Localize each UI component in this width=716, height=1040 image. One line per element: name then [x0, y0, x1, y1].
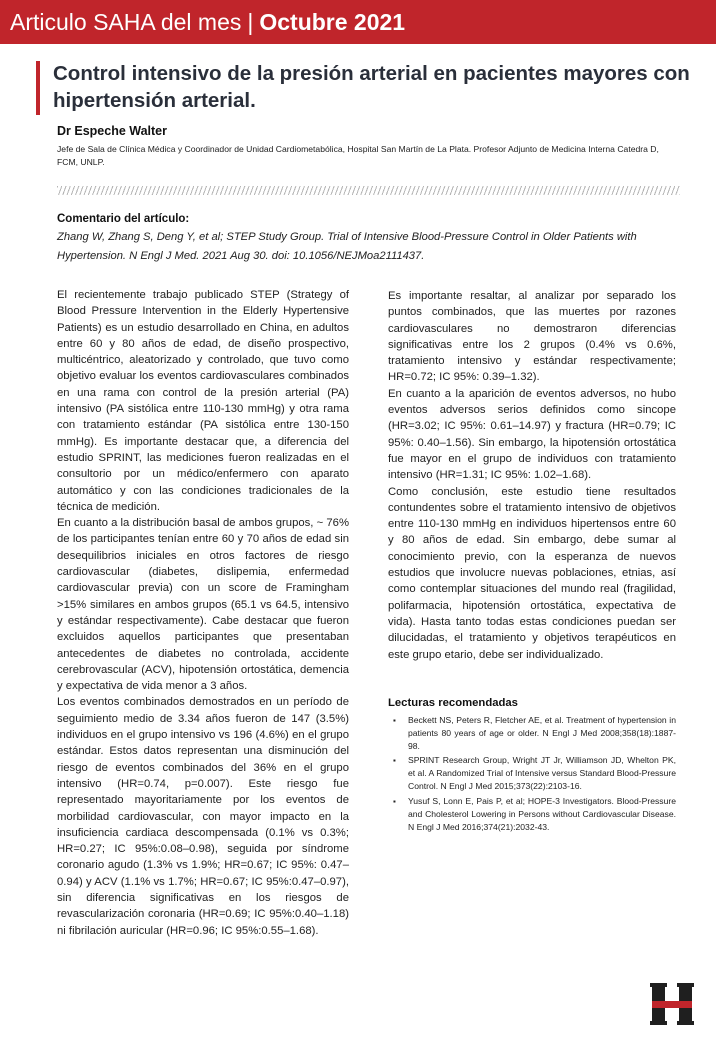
reference-item [393, 795, 676, 834]
body-paragraph: Los eventos combinados demostrados en un período de seguimiento medio de 3.34 años fueron de 147 (3.5%) individuos en el grupo intensivo vs 196 (4.6%) en el grupo estándar. Estos datos representan una disminución del riesgo de eventos combinados del 36% en el grupo intensivo (HR=0.74, p=0.007). Este riesgo fue representado mayoritariamente por los eventos de morbilidad cardiovascular, con mayor impacto en la insuficiencia cardiaca descompensada (0.1% vs 0.3%; HR=0.27; IC 95%:0.08–0.98), seguida por síndrome coronario agudo (1.3% vs 1.9%; HR=0.67; IC 95%: 0.47–0.94) y ACV (1.1% vs 1.7%; HR=0.67; IC 95%:0.47–0.97), sin diferencia significativas en los riesgos de revascularización coronaria (HR=0.69; IC 95%:0.40–1.18) ni fibrilación auricular (HR=0.96; IC 95%:0.55–1.68). [57, 696, 349, 937]
article-citation: Zhang W, Zhang S, Deng Y, et al; STEP Study Group. Trial of Intensive Blood-Pressure Control in Older Patients with Hypertension. N Engl J Med. 2021 Aug 30. doi: 10.1056/NEJMoa2111437. [57, 231, 637, 262]
header-issue: Octubre 2021 [259, 8, 406, 35]
header-separator: | [247, 8, 254, 35]
square-bullet-icon: ▪ [393, 756, 396, 766]
body-column-right [388, 288, 676, 663]
references-list [393, 714, 676, 835]
square-bullet-icon: ▪ [393, 716, 396, 725]
title-accent-bar [36, 61, 40, 115]
reference-text: Beckett NS, Peters R, Fletcher AE, et al. Treatment of hypertension in patients 80 years of age or older. N Engl J Med 2008;358(18):1887-98. [408, 715, 676, 752]
body-paragraph: En cuanto a la distribución basal de ambos grupos, ~ 76% de los participantes tenían entre 60 y 70 años de edad sin desequilibrios iniciales en otros factores de riesgo cardiovascular (diabetes, dislipemia, enfermedad cardiovascular previa) con un score de Framingham >15% similares en ambos grupos (65.1 vs 64.5, intensivo y estándar respectivamente). Cabe destacar que fueron excluidos aquellos participantes que presentaban antecedentes de diabetes no controlada, accidente cerebrovascular (ACV), hipotensión ortostática, demencia y expectativa de vida menor a 3 años. [57, 517, 349, 693]
author-affiliation: Jefe de Sala de Clínica Médica y Coordinador de Unidad Cardiometabólica, Hospital San Martín de La Plata. Profesor Adjunto de Medicina Interna Catedra D, FCM, UNLP. [57, 144, 659, 167]
body-paragraph: Como conclusión, este estudio tiene resultados contundentes sobre el tratamiento intensivo de objetivos entre 110-130 mmHg en individuos hipertensos entre 60 y 80 años de edad. Sin embargo, debe sumar al conocimiento previo, con la esperanza de nuevos estudios que involucre nuevas poblaciones, etnias, así como contemplar situaciones del mundo real (fragilidad, polifarmacia, hipotensión ortostática, expectativa de vida). Hasta tanto todas estas condiciones puedan ser dilucidadas, el tratamiento y objetivos terapéuticos en este grupo etario, debe ser individualizado. [388, 485, 676, 661]
header-banner [0, 0, 716, 44]
references-title: Lecturas recomendadas [388, 697, 518, 709]
body-paragraph: Es importante resaltar, al analizar por separado los puntos combinados, que las muertes por razones cardiovasculares no demostraron diferencias significativas entre los 2 grupos (0.4% vs 0.6%, tratamiento intensivo y estándar respectivamente; HR=0.72; IC 95%: 0.39–1.32). [388, 290, 676, 384]
body-paragraph: El recientemente trabajo publicado STEP (Strategy of Blood Pressure Intervention in the Elderly Hypertensive Patients) es un estudio desarrollado en China, en adultos entre 60 y 80 años de edad, de diseño prospectivo, multicéntrico, aleatorizado y controlado, que tuvo como objetivo evaluar los eventos cardiovasculares combinados en una rama con control de la presión arterial (PA) intensivo (PA sistólica entre 110-130 mmHg) y otra rama con tratamiento estándar (PA sistólica entre 130-150 mmHg). Es importante destacar que, a diferencia del estudio SPRINT, las mediciones fueron realizadas en el consultorio por un médico/enfermero con aparato automático y con las condiciones tradicionales de la técnica de medición. [57, 289, 349, 513]
reference-text: SPRINT Research Group, Wright JT Jr, Williamson JD, Whelton PK, et al. A Randomized Trial of Intensive versus Standard Blood-Pressure Control. N Engl J Med 2015;373(22):2103-16. [408, 755, 676, 792]
comment-label: Comentario del artículo: [57, 213, 190, 225]
author-name: Dr Espeche Walter [57, 124, 167, 138]
saha-logo-icon [650, 983, 694, 1025]
reference-text: Yusuf S, Lonn E, Pais P, et al; HOPE-3 Investigators. Blood-Pressure and Cholesterol Lowering in Persons without Cardiovascular Disease. N Engl J Med 2016;374(21):2032-43. [408, 795, 676, 832]
square-bullet-icon: ▪ [393, 796, 396, 806]
hatched-divider [57, 186, 680, 195]
body-paragraph: En cuanto a la aparición de eventos adversos, no hubo eventos adversos serios definidos como sincope (HR=3.02; IC 95%: 0.61–14.97) y fractura (HR=0.79; IC 95%: 0.40–1.56). Sin embargo, la hipotensión ortostática fue mayor en el grupo de individuos con tratamiento intensivo (HR=1.31; IC 95%: 1.02–1.68). [388, 387, 676, 482]
reference-item [393, 714, 676, 753]
body-column-left [57, 287, 349, 939]
header-series: Articulo SAHA del mes [10, 8, 242, 35]
reference-item [393, 754, 676, 793]
article-title: Control intensivo de la presión arterial en pacientes mayores con hipertensión arterial. [53, 62, 690, 112]
